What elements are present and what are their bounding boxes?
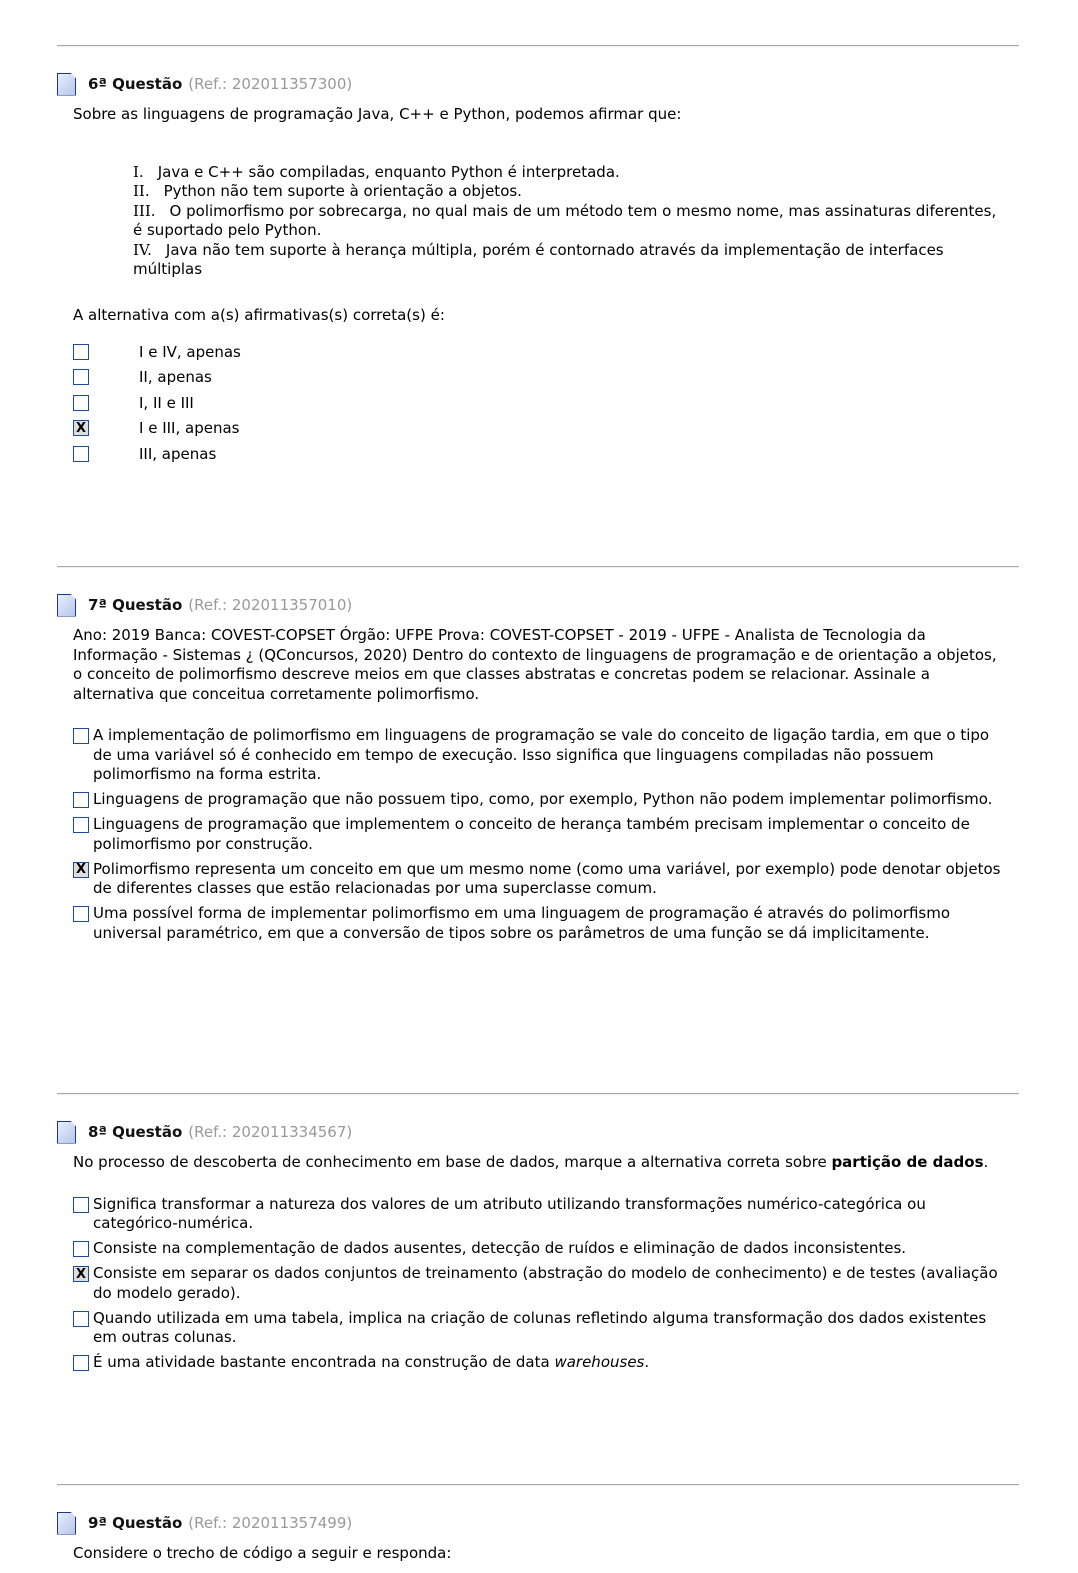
document-icon xyxy=(57,1512,76,1535)
question-text xyxy=(73,1153,1007,1173)
option[interactable] xyxy=(73,904,1007,943)
question-number: 7ª Questão xyxy=(88,596,183,614)
question-number: 8ª Questão xyxy=(88,1123,183,1141)
question-7 xyxy=(57,593,1007,949)
option-text: A implementação de polimorfismo em linguagens de programação se vale do conceito de ligação tardia, em que o tipo de uma variável só é conhecido em tempo de execução. Isso significa que linguagens compiladas não possuem polimorfismo na forma estrita. xyxy=(93,726,990,783)
option-checkbox[interactable] xyxy=(73,817,89,833)
option-checkbox[interactable] xyxy=(73,1355,89,1371)
option-text-italic: warehouses xyxy=(554,1353,645,1371)
statement-text: Java e C++ são compiladas, enquanto Python é interpretada. xyxy=(157,162,620,181)
option-checkbox[interactable] xyxy=(73,792,89,808)
option-label xyxy=(93,815,1007,854)
statement-text: O polimorfismo por sobrecarga, no qual mais de um método tem o mesmo nome, mas assinaturas diferentes, é suportado pelo Python. xyxy=(133,201,997,239)
option[interactable] xyxy=(73,441,1007,467)
option-label xyxy=(93,860,1007,899)
option-text: Quando utilizada em uma tabela, implica na criação de colunas refletindo alguma transformação dos dados existentes em outras colunas. xyxy=(93,1308,987,1346)
question-number: 9ª Questão xyxy=(88,1514,183,1532)
option-label xyxy=(93,1195,1007,1234)
statement-item xyxy=(133,241,1007,280)
option-checkbox[interactable] xyxy=(73,1241,89,1257)
option-label xyxy=(93,904,1007,943)
option-text: Uma possível forma de implementar polimorfismo em uma linguagem de programação é através do polimorfismo universal paramétrico, em que a conversão de tipos sobre os parâmetros de uma função se dá implicitamente. xyxy=(93,904,951,942)
option[interactable] xyxy=(73,790,1007,810)
question-number: 6ª Questão xyxy=(88,75,183,93)
option[interactable] xyxy=(73,390,1007,416)
option[interactable] xyxy=(73,1309,1007,1348)
option-checkbox[interactable] xyxy=(73,395,89,411)
question-ref: (Ref.: 202011357010) xyxy=(188,596,353,614)
statement-item xyxy=(133,163,1007,183)
options xyxy=(73,726,1007,943)
statement-number: II. xyxy=(133,182,150,200)
option[interactable] xyxy=(73,339,1007,365)
document-icon xyxy=(57,1121,76,1144)
statement-item xyxy=(133,202,1007,241)
option-label: I e III, apenas xyxy=(139,419,240,438)
option-label: III, apenas xyxy=(139,444,217,463)
option-label xyxy=(93,1309,1007,1348)
option-text: Polimorfismo representa um conceito em que um mesmo nome (como uma variável, por exemplo) pode denotar objetos de diferentes classes que estão relacionadas por uma superclasse comum. xyxy=(93,859,1001,897)
question-prompt: A alternativa com a(s) afirmativas(s) correta(s) é: xyxy=(73,305,445,324)
option-label xyxy=(93,1264,1007,1303)
option-checkbox[interactable]: X xyxy=(73,862,89,878)
option-text: Consiste na complementação de dados ausentes, detecção de ruídos e eliminação de dados inconsistentes. xyxy=(93,1239,907,1257)
option-checkbox[interactable] xyxy=(73,446,89,462)
option-checkbox[interactable] xyxy=(73,1311,89,1327)
statement-item xyxy=(133,182,1007,202)
question-ref: (Ref.: 202011334567) xyxy=(188,1123,353,1141)
option-label: II, apenas xyxy=(139,368,212,387)
document-icon xyxy=(57,73,76,96)
question-9 xyxy=(57,1511,1007,1564)
option-label xyxy=(93,790,992,810)
option-text: Significa transformar a natureza dos valores de um atributo utilizando transformações numérico-categórica ou categórico-numérica. xyxy=(93,1194,926,1232)
options xyxy=(57,339,1007,467)
option-text: Linguagens de programação que não possuem tipo, como, por exemplo, Python não podem implementar polimorfismo. xyxy=(93,790,993,808)
divider xyxy=(57,45,1019,47)
option-label xyxy=(93,726,1007,785)
question-6 xyxy=(57,72,1007,467)
option[interactable] xyxy=(73,416,1007,442)
option[interactable] xyxy=(73,1353,1007,1373)
divider xyxy=(57,1093,1019,1095)
statement-list xyxy=(133,163,1007,280)
option[interactable] xyxy=(73,860,1007,899)
option-label xyxy=(93,1353,649,1373)
option-checkbox[interactable] xyxy=(73,369,89,385)
options xyxy=(73,1195,1007,1373)
document-icon xyxy=(57,594,76,617)
option-label: I, II e III xyxy=(139,393,194,412)
statement-number: I. xyxy=(133,162,144,181)
divider xyxy=(57,1484,1019,1486)
statement-text: Java não tem suporte à herança múltipla, porém é contornado através da implementação de interfaces múltiplas xyxy=(133,240,944,278)
option-text: Linguagens de programação que implementem o conceito de herança também precisam implementar o conceito de polimorfismo por construção. xyxy=(93,815,970,853)
statement-number: IV. xyxy=(133,240,152,259)
option[interactable] xyxy=(73,815,1007,854)
option-text: É uma atividade bastante encontrada na construção de data xyxy=(93,1353,555,1371)
statement-number: III. xyxy=(133,201,156,220)
question-text: Considere o trecho de código a seguir e responda: xyxy=(73,1544,452,1562)
option[interactable] xyxy=(73,1195,1007,1234)
option-checkbox[interactable] xyxy=(73,1197,89,1213)
question-text: Ano: 2019 Banca: COVEST-COPSET Órgão: UFPE Prova: COVEST-COPSET - 2019 - UFPE - Analista de Tecnologia da Informação - Sistemas ¿ (QConcursos, 2020) Dentro do contexto de linguagens de programação e de orientação a objetos, o conceito de polimorfismo descreve meios em que classes abstratas e concretas podem se relacionar. Assinale a alternativa que conceitua corretamente polimorfismo. xyxy=(73,626,997,703)
option-text: Consiste em separar os dados conjuntos de treinamento (abstração do modelo de conhecimento) e de testes (avaliação do modelo gerado). xyxy=(93,1264,998,1302)
option[interactable] xyxy=(73,1264,1007,1303)
option-label: I e IV, apenas xyxy=(139,342,241,361)
divider xyxy=(57,566,1019,568)
option-checkbox[interactable] xyxy=(73,906,89,922)
option[interactable] xyxy=(73,365,1007,391)
text: No processo de descoberta de conhecimento em base de dados, marque a alternativa correta sobre xyxy=(73,1153,832,1171)
option-text: . xyxy=(644,1353,650,1371)
option[interactable] xyxy=(73,726,1007,785)
question-ref: (Ref.: 202011357300) xyxy=(188,75,353,93)
option-label xyxy=(93,1239,906,1259)
question-ref: (Ref.: 202011357499) xyxy=(188,1514,353,1532)
option[interactable] xyxy=(73,1239,1007,1259)
question-text: Sobre as linguagens de programação Java, C++ e Python, podemos afirmar que: xyxy=(73,105,682,123)
option-checkbox[interactable] xyxy=(73,344,89,360)
option-checkbox[interactable]: X xyxy=(73,420,89,436)
text: . xyxy=(983,1153,989,1171)
option-checkbox[interactable] xyxy=(73,728,89,744)
option-checkbox[interactable]: X xyxy=(73,1266,89,1282)
text-bold: partição de dados xyxy=(831,1153,984,1171)
question-8 xyxy=(57,1120,1007,1378)
statement-text: Python não tem suporte à orientação a objetos. xyxy=(163,182,522,200)
